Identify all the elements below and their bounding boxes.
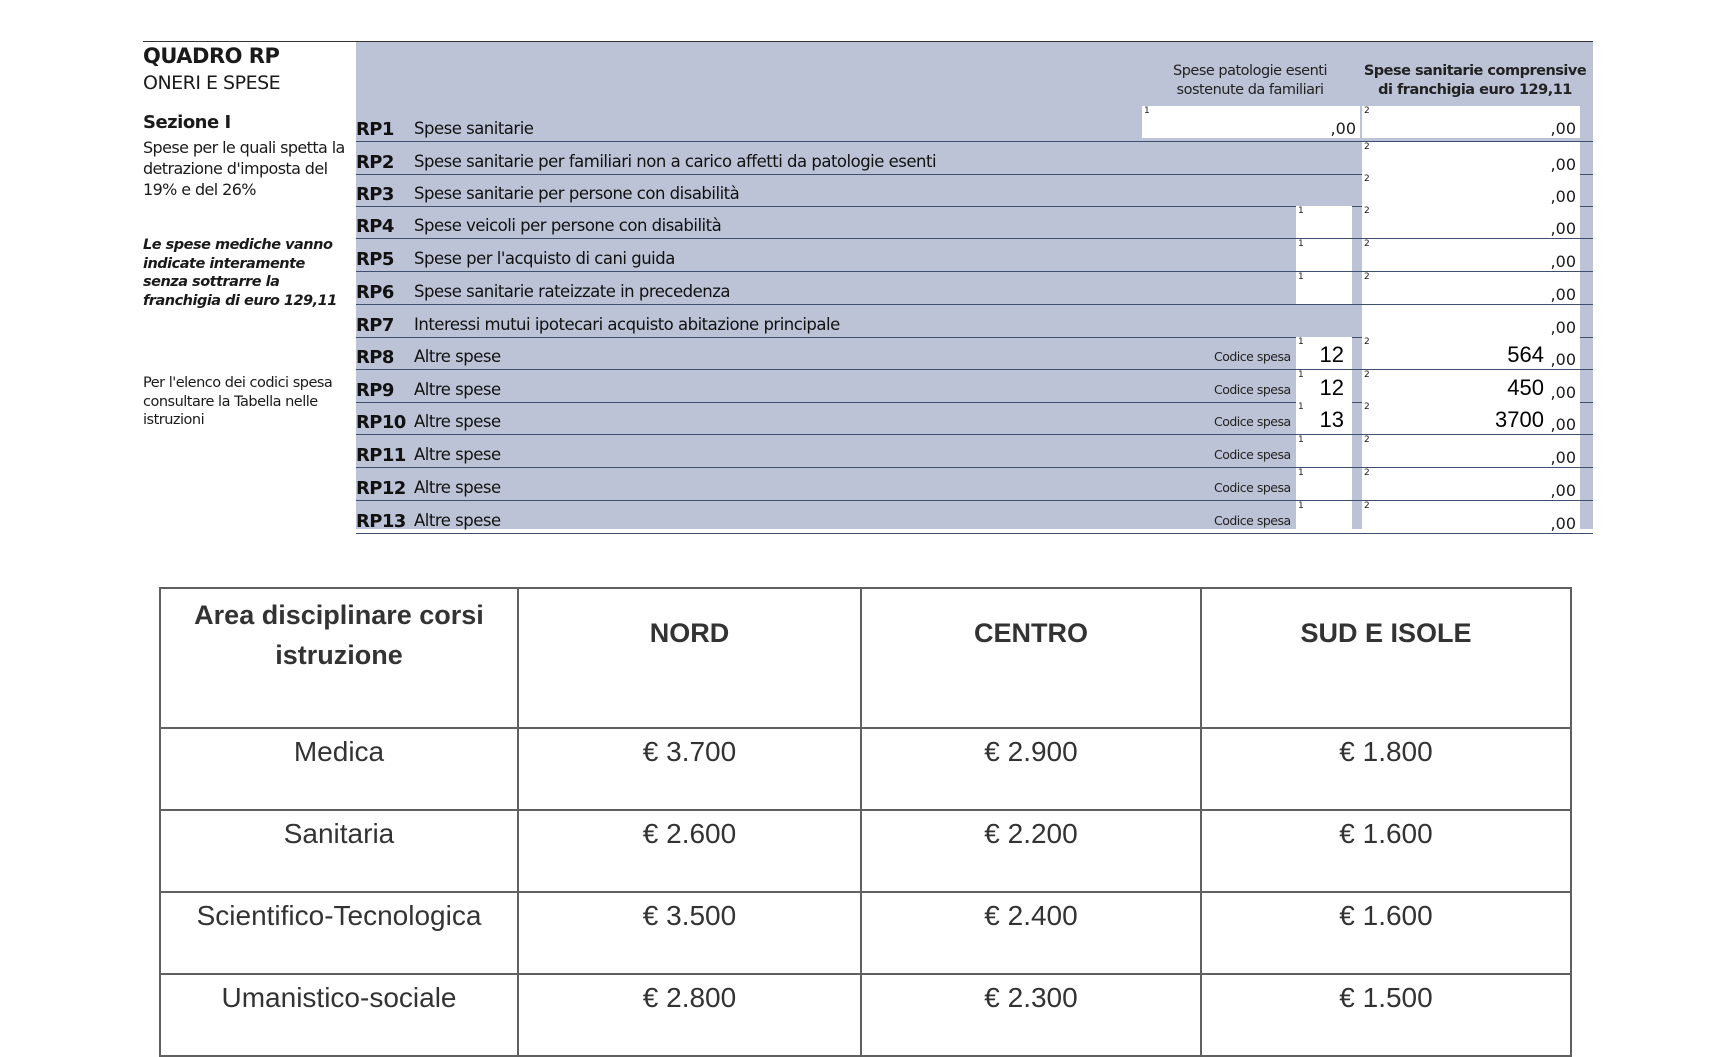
row-code: RP11 [356,445,406,466]
field-index: 2 [1364,142,1370,152]
field-index: 2 [1364,206,1370,216]
area-cell: Sanitaria [160,810,518,892]
patologie-amount-field[interactable] [1142,106,1360,138]
cents-label: ,00 [1550,285,1576,304]
row-code: RP8 [356,347,394,368]
field-index: 1 [1298,501,1304,511]
codice-spesa-field[interactable] [1296,435,1352,467]
cents-label: ,00 [1550,252,1576,271]
column-header-sanitarie: Spese sanitarie comprensive di franchigia euro 129,11 [1363,63,1587,98]
form-row-rp9 [356,370,1593,403]
row-code: RP2 [356,152,394,173]
field-index: 2 [1364,239,1370,249]
cents-label: ,00 [1550,219,1576,238]
area-cell: Umanistico-sociale [160,974,518,1056]
codes-reference-note: Per l'elenco dei codici spesa consultare la Tabella nelle istruzioni [143,375,333,428]
form-row-rp13 [356,501,1593,534]
codice-spesa-value: 12 [1319,342,1344,367]
section-description: Spese per le quali spetta la detrazione d'imposta del 19% e del 26% [143,138,345,199]
table-row [160,810,1571,892]
row-label: Altre spese [414,478,501,497]
form-subtitle: ONERI E SPESE [143,72,281,94]
amount-value: 3700 [1495,407,1544,432]
education-costs-table [159,587,1572,1057]
codice-spesa-field[interactable] [1296,272,1352,304]
column-header: Area disciplinare corsi istruzione [160,588,518,728]
field-index: 1 [1298,272,1304,282]
field-index: 1 [1298,239,1304,249]
cents-label: ,00 [1550,415,1576,434]
codice-spesa-field[interactable] [1296,337,1352,369]
cost-cell: € 2.200 [861,810,1201,892]
amount-field[interactable] [1362,370,1580,402]
form-row-rp3 [356,174,1593,207]
row-label: Spese sanitarie per familiari non a carico affetti da patologie esenti [414,152,937,171]
row-code: RP3 [356,184,394,205]
form-row-rp10 [356,402,1593,435]
field-index: 1 [1298,337,1304,347]
form-title: QUADRO RP [143,44,280,68]
cost-cell: € 1.600 [1201,892,1571,974]
medical-expenses-note: Le spese mediche vanno indicate interamente senza sottrarre la franchigia di euro 129,11 [143,237,337,309]
form-row-rp2 [356,142,1593,175]
row-code: RP4 [356,216,394,237]
row-code: RP7 [356,315,394,336]
cents-label: ,00 [1550,481,1576,500]
amount-field[interactable] [1362,174,1580,206]
column-header: CENTRO [861,588,1201,728]
section-title: Sezione I [143,112,231,133]
row-code: RP9 [356,380,394,401]
field-index: 1 [1144,106,1150,116]
field-index: 2 [1364,272,1370,282]
form-row-rp7 [356,305,1593,338]
codice-spesa-label: Codice spesa [1214,414,1291,429]
row-label: Altre spese [414,380,501,399]
cost-cell: € 1.600 [1201,810,1571,892]
amount-field[interactable] [1362,468,1580,500]
table-row [160,974,1571,1056]
codice-spesa-value: 13 [1319,407,1344,432]
cost-cell: € 2.600 [518,810,861,892]
codice-spesa-label: Codice spesa [1214,349,1291,364]
field-index: 2 [1364,370,1370,380]
row-label: Spese sanitarie [414,119,534,138]
field-index: 1 [1298,206,1304,216]
cents-label: ,00 [1550,187,1576,206]
row-code: RP12 [356,478,406,499]
field-index: 2 [1364,337,1370,347]
codice-spesa-field[interactable] [1296,468,1352,500]
column-header: NORD [518,588,861,728]
cost-cell: € 2.900 [861,728,1201,810]
amount-field[interactable] [1362,239,1580,271]
row-code: RP6 [356,282,394,303]
row-label: Spese sanitarie rateizzate in precedenza [414,282,730,301]
cents-label: ,00 [1550,514,1576,533]
row-code: RP10 [356,412,406,433]
row-label: Spese per l'acquisto di cani guida [414,249,675,268]
cost-cell: € 3.700 [518,728,861,810]
amount-field[interactable] [1362,501,1580,533]
column-header-patologie: Spese patologie esenti sostenute da familiari [1172,63,1328,98]
cents-label: ,00 [1550,350,1576,369]
table-header-row [160,588,1571,728]
form-row-rp8 [356,337,1593,370]
field-index: 1 [1298,370,1304,380]
codice-spesa-field[interactable] [1296,206,1352,238]
amount-field[interactable] [1362,402,1580,434]
cost-cell: € 1.800 [1201,728,1571,810]
field-index: 1 [1298,468,1304,478]
row-label: Altre spese [414,511,501,530]
area-cell: Medica [160,728,518,810]
form-row-rp6 [356,272,1593,305]
row-label: Interessi mutui ipotecari acquisto abitazione principale [414,315,840,334]
form-row-rp11 [356,435,1593,468]
form-row-rp12 [356,468,1593,501]
amount-value: 450 [1507,375,1544,400]
cents-label: ,00 [1550,318,1576,337]
cost-cell: € 2.300 [861,974,1201,1056]
field-index: 1 [1298,402,1304,412]
field-index: 2 [1364,435,1370,445]
form-row-rp1 [356,106,1593,142]
codice-spesa-field[interactable] [1296,501,1352,533]
amount-field[interactable] [1362,272,1580,304]
cents-label: ,00 [1550,119,1576,138]
cents-label: ,00 [1330,119,1356,138]
area-cell: Scientifico-Tecnologica [160,892,518,974]
field-index: 2 [1364,501,1370,511]
codice-spesa-label: Codice spesa [1214,447,1291,462]
amount-field[interactable] [1362,435,1580,467]
cost-cell: € 1.500 [1201,974,1571,1056]
codice-spesa-value: 12 [1319,375,1344,400]
amount-field[interactable] [1362,142,1580,174]
cost-cell: € 2.400 [861,892,1201,974]
form-row-rp4 [356,206,1593,239]
row-code: RP13 [356,511,406,532]
amount-field[interactable] [1362,337,1580,369]
codice-spesa-label: Codice spesa [1214,382,1291,397]
amount-value: 564 [1507,342,1544,367]
row-code: RP5 [356,249,394,270]
row-label: Altre spese [414,347,501,366]
cents-label: ,00 [1550,155,1576,174]
cents-label: ,00 [1550,448,1576,467]
column-header: SUD E ISOLE [1201,588,1571,728]
codice-spesa-label: Codice spesa [1214,513,1291,528]
field-index: 2 [1364,174,1370,184]
row-label: Spese sanitarie per persone con disabilità [414,184,740,203]
cost-cell: € 3.500 [518,892,861,974]
amount-field[interactable] [1362,106,1580,138]
codice-spesa-field[interactable] [1296,370,1352,402]
field-index: 2 [1364,468,1370,478]
table-body [160,728,1571,1056]
row-label: Altre spese [414,412,501,431]
row-label: Altre spese [414,445,501,464]
amount-field[interactable] [1362,305,1580,337]
codice-spesa-field[interactable] [1296,239,1352,271]
field-index: 2 [1364,402,1370,412]
form-row-rp5 [356,239,1593,272]
row-code: RP1 [356,119,394,140]
row-label: Spese veicoli per persone con disabilità [414,216,722,235]
codice-spesa-label: Codice spesa [1214,480,1291,495]
field-index: 2 [1364,106,1370,116]
table-row [160,728,1571,810]
cents-label: ,00 [1550,383,1576,402]
field-index: 1 [1298,435,1304,445]
cost-cell: € 2.800 [518,974,861,1056]
codice-spesa-field[interactable] [1296,402,1352,434]
amount-field[interactable] [1362,206,1580,238]
table-row [160,892,1571,974]
